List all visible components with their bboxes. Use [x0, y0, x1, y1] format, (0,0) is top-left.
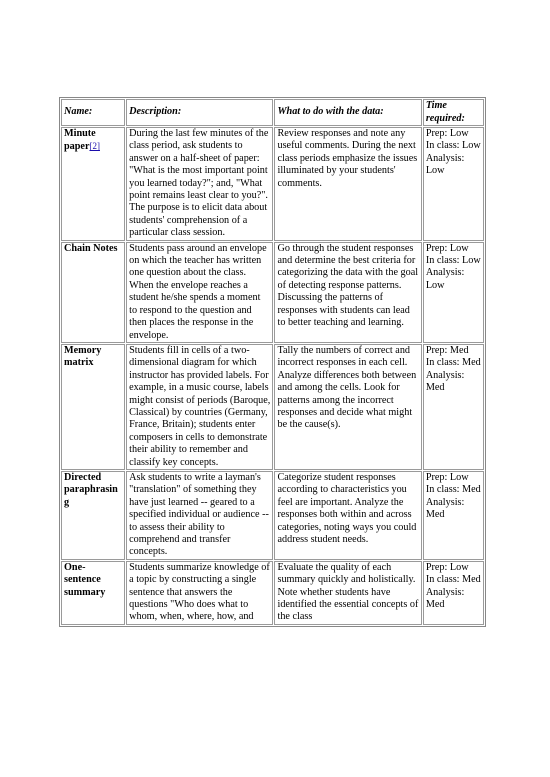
page-bottom-margin [0, 757, 550, 777]
technique-name: One-sentence summary [61, 561, 125, 625]
technique-time [423, 344, 484, 470]
technique-what-to-do: Categorize student responses according to characteristics you feel are important. Analyze the responses both within and across categories, noting ways you could address student needs. [274, 471, 421, 560]
time-prep: Prep: Low [425, 128, 469, 139]
technique-what-to-do: Review responses and note any useful comments. During the next class periods emphasize the issues illuminated by your students' comments. [274, 127, 421, 241]
technique-what-to-do: Tally the numbers of correct and incorrect responses in each cell. Analyze differences both between and among the cells. Look for patterns among the incorrect responses and decide what might be the cause(s). [274, 344, 421, 470]
time-prep: Prep: Low [425, 561, 469, 573]
technique-name-text: Minute paper [64, 128, 96, 153]
time-prep: Prep: Low [425, 242, 469, 254]
technique-time [423, 561, 484, 625]
time-analysis: Analysis: Med [425, 496, 465, 521]
technique-name: Directed paraphrasing [61, 471, 125, 560]
technique-what-to-do: Evaluate the quality of each summary quickly and holistically. Note whether students have identified the essential concepts of the class [274, 561, 421, 625]
time-in-class: In class: Med [425, 574, 481, 586]
technique-name: Memory matrix [61, 344, 125, 470]
time-in-class: In class: Med [425, 357, 481, 369]
technique-description: Ask students to write a layman's "translation" of something they have just learned -- geared to a specified individual or audience -- to assess their ability to comprehend and transfer concepts. [126, 471, 273, 560]
time-in-class: In class: Low [425, 255, 481, 267]
technique-description: Students fill in cells of a two-dimensional diagram for which instructor has provided labels. For example, in a music course, labels might consist of periods (Baroque, Classical) by countries (Germany, France, Britain); students enter composers in cells to demonstrate their ability to remember and classify key concepts. [126, 344, 273, 470]
time-analysis: Analysis: Low [425, 267, 465, 291]
time-prep: Prep: Med [425, 344, 469, 356]
header-description: Description: [126, 99, 273, 126]
time-analysis: Analysis: Med [425, 369, 465, 394]
header-time-required: Time required: [423, 99, 484, 126]
time-analysis: Analysis: Low [425, 152, 465, 177]
technique-description: Students pass around an envelope on which the teacher has written one question about the class. When the envelope reaches a student he/she spends a moment to respond to the question and then places the response in the envelope. [126, 242, 273, 343]
table-row [61, 242, 484, 343]
time-prep: Prep: Low [425, 471, 469, 483]
table-row [61, 344, 484, 470]
time-in-class: In class: Med [425, 484, 481, 496]
technique-name [61, 127, 125, 241]
assessment-techniques-table [59, 97, 486, 627]
technique-time [423, 127, 484, 241]
technique-what-to-do: Go through the student responses and determine the best criteria for categorizing the data with the goal of detecting response patterns. Discussing the patterns of responses with students can lead to better teaching and learning. [274, 242, 421, 343]
table-header-row [61, 99, 484, 126]
time-in-class: In class: Low [425, 140, 481, 152]
footnote-link[interactable]: [2] [89, 141, 100, 152]
technique-description: During the last few minutes of the class period, ask students to answer on a half-sheet of paper: "What is the most important point you learned today?"; and, "What point remains least clear to you?". The purpose is to elicit data about students' comprehension of a particular class session. [126, 127, 273, 241]
table-row [61, 127, 484, 241]
time-analysis: Analysis: Med [425, 586, 465, 611]
technique-name: Chain Notes [61, 242, 125, 343]
header-name: Name: [61, 99, 125, 126]
table-row [61, 561, 484, 625]
technique-time [423, 242, 484, 343]
header-what-to-do: What to do with the data: [274, 99, 421, 126]
technique-description: Students summarize knowledge of a topic by constructing a single sentence that answers the questions "Who does what to whom, when, where, how, and [126, 561, 273, 625]
table-row [61, 471, 484, 560]
technique-time [423, 471, 484, 560]
